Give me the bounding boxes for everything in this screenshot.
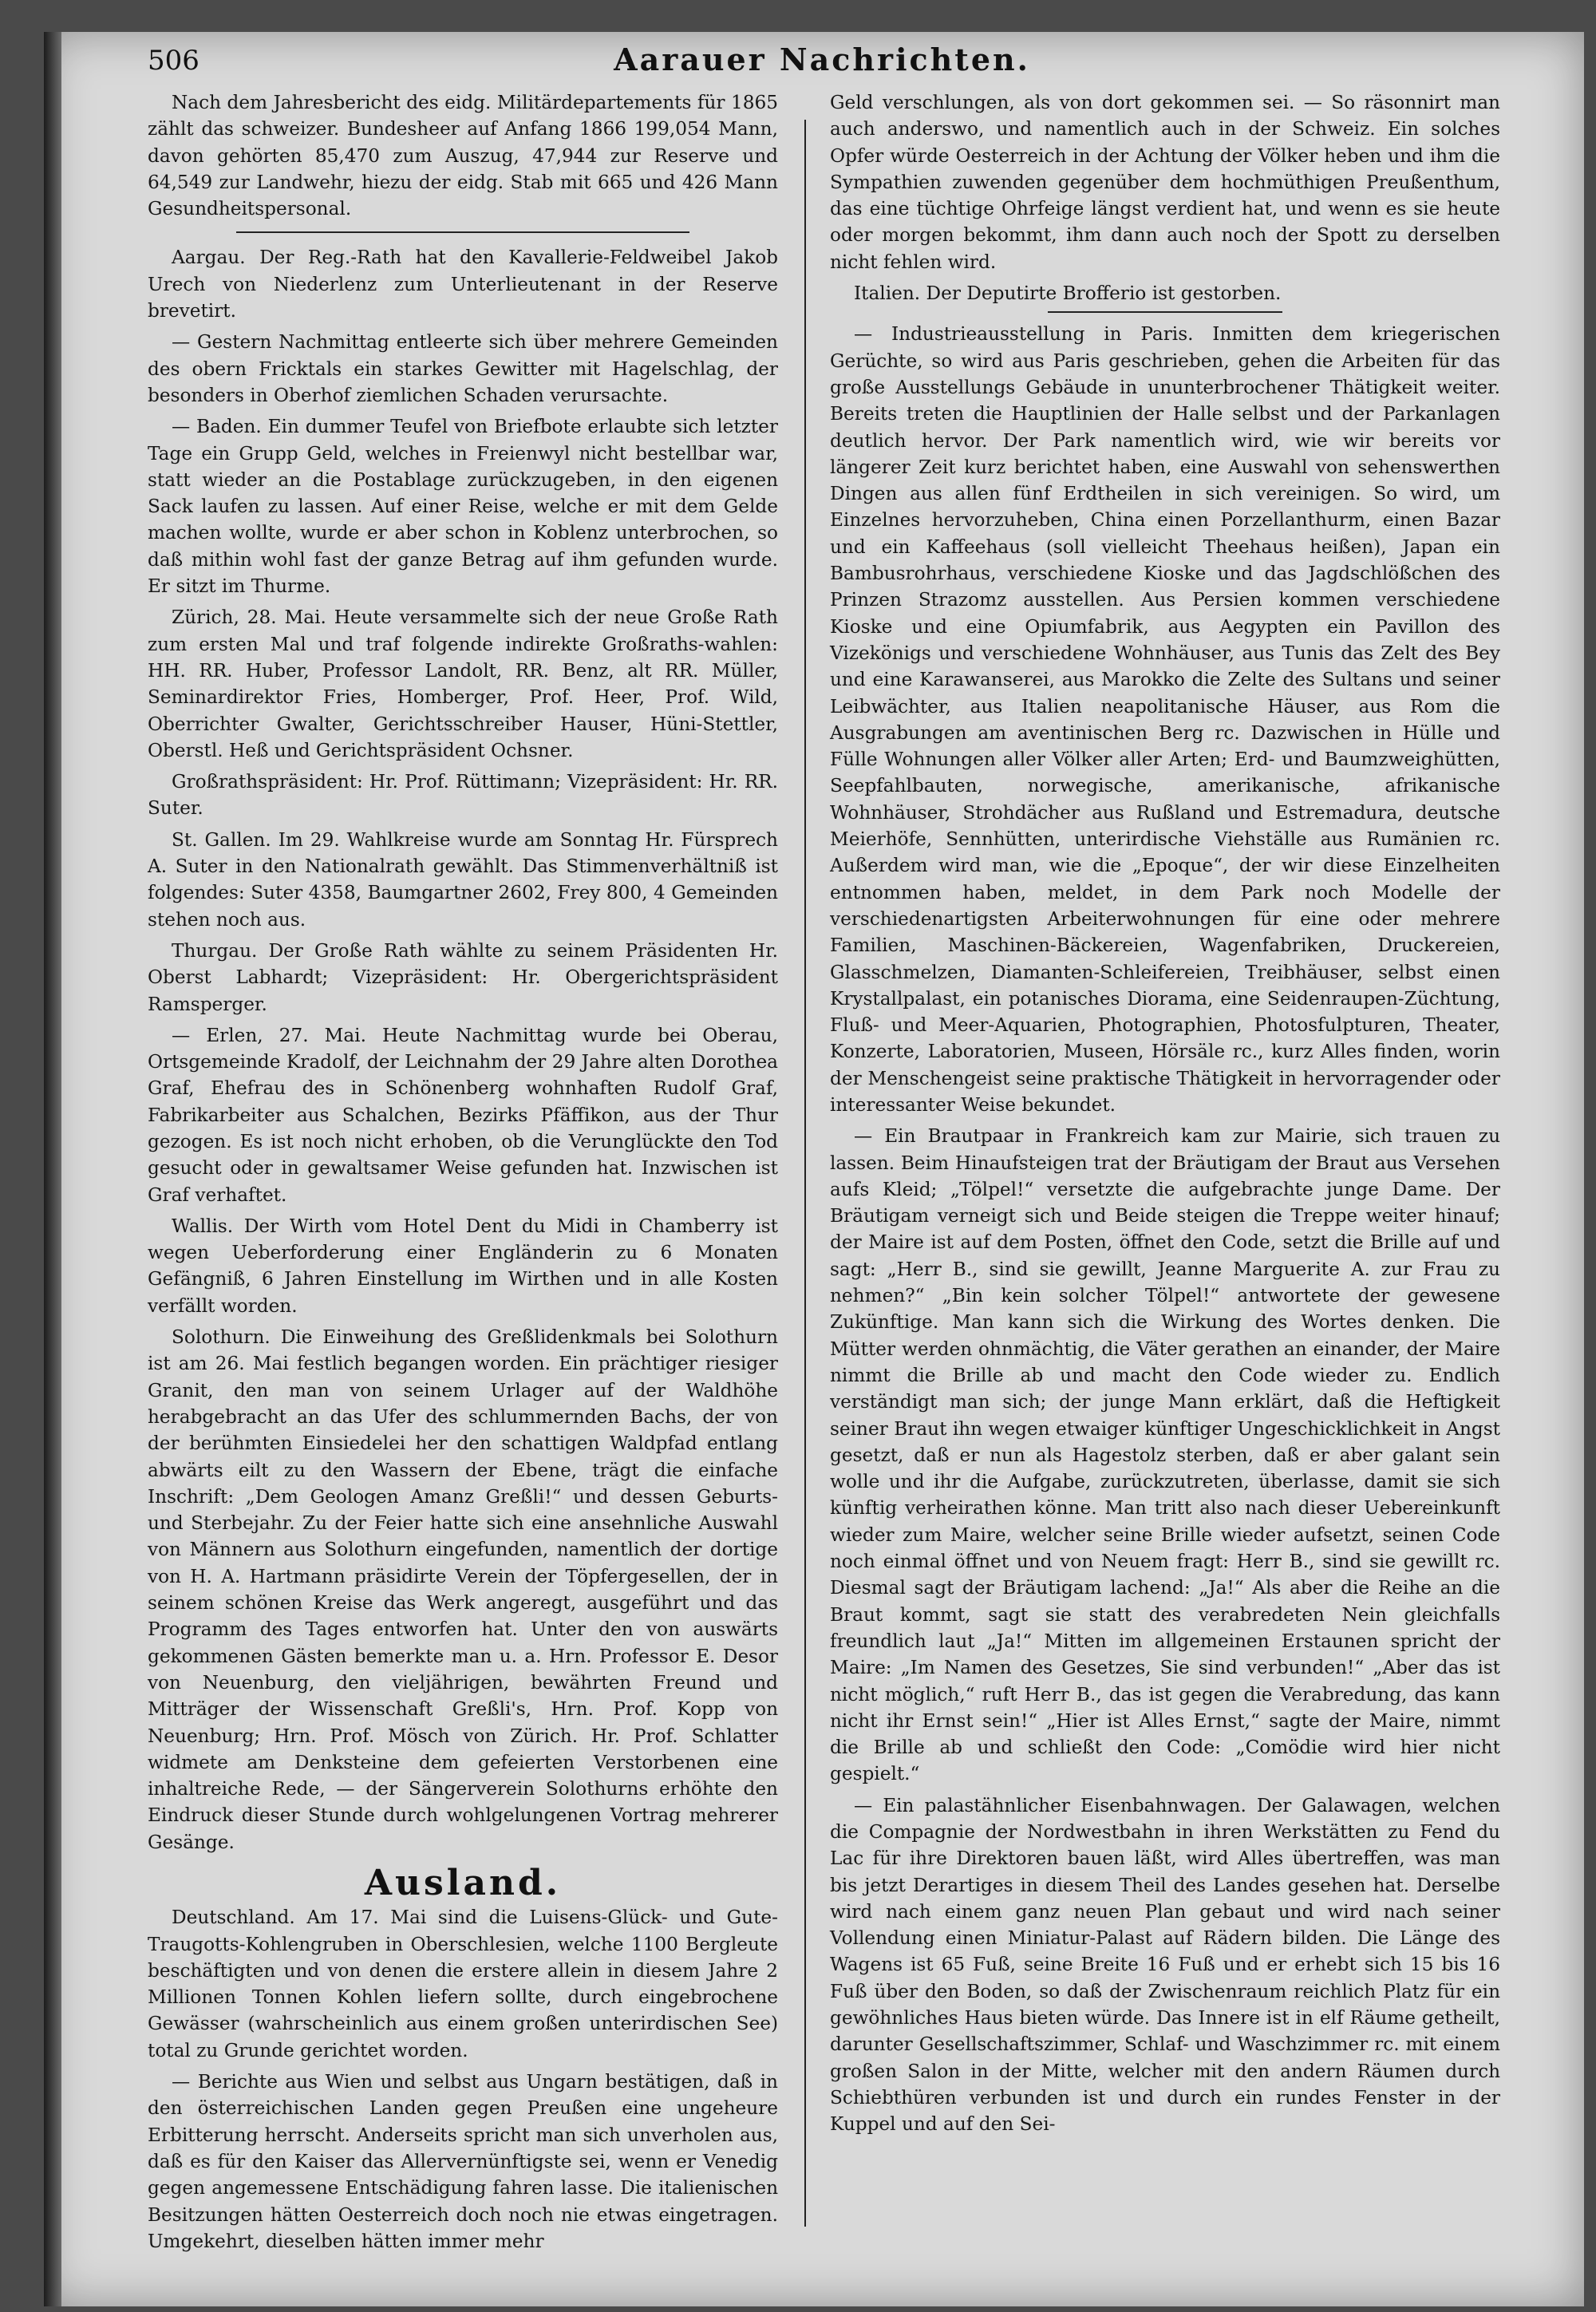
article-wallis: Wallis. Der Wirth vom Hotel Dent du Midi in Chamberry ist wegen Ueberforderung einer Engländerin zu 6 Monaten Gefängniß, 6 Jahren Einstellung im Wirthen und in alle Kosten verfällt worden. <box>148 1215 778 1317</box>
masthead-title: Aarauer Nachrichten. <box>614 41 1030 77</box>
article-industrieausstellung-paris: — Industrieausstellung in Paris. Inmitten dem kriegerischen Gerüchte, so wird aus Paris geschrieben, gehen die Arbeiten für das große Ausstellungs Gebäude in ununterbrochener Thätigkeit weiter. Bereits treten die Hauptlinien der Halle selbst und der Parkanlagen deutlich hervor. Der Park namentlich wird, wie wir bereits vor längerer Zeit kurz berichtet haben, eine Auswahl von sehenswerthen Dingen aus allen fünf Erdtheilen in sich vereinigen. So wird, um Einzelnes hervorzuheben, China einen Porzellanthurm, einen Bazar und ein Kaffeehaus (soll vielleicht Theehaus heißen), Japan ein Bambusrohrhaus, verschiedene Kioske und das Jagdschlößchen des Prinzen Strazomz ausstellen. Aus Persien kommen verschiedene Kioske und eine Opiumfabrik, aus Aegypten ein Pavillon des Vizekönigs und verschiedene Wohnhäuser, aus Tunis das Zelt des Bey und eine Karawanserei, aus Marokko die Zelte des Sultans und seiner Leibwächter, aus Italien neapolitanische Häuser, aus Rom die Ausgrabungen am aventinischen Berg rc. Dazwischen in Hülle und Fülle Wohnungen aller Völker aller Arten; Erd- und Baumzweighütten, Seepfahlbauten, norwegische, amerikanische, afrikanische Wohnhäuser, Strohdächer aus Rußland und Estremadura, deutsche Meierhöfe, Sennhütten, unterirdische Viehställe aus Rumänien rc. Außerdem wird man, wie die „Epoque“, der wir diese Einzelheiten entnommen haben, meldet, in dem Park noch Modelle der verschiedenartigsten Arbeiterwohnungen für eine oder mehrere Familien, Maschinen-Bäckereien, Wagenfabriken, Druckereien, Glasschmelzen, Diamanten-Schleifereien, Treibhäuser, selbst einen Krystallpalast, ein potanisches Diorama, eine Seidenraupen-Züchtung, Fluß- und Meer-Aquarien, Photographien, Photosfulpturen, Theater, Konzerte, Laboratorien, Museen, Hörsäle rc., kurz Alles finden, worin der Menschengeist seine praktische Thätigkeit in hervorragender oder interessanter Weise bekundet. <box>830 323 1500 1116</box>
article-deutschland: Deutschland. Am 17. Mai sind die Luisens-Glück- und Gute-Traugotts-Kohlengruben in Oberschlesien, welche 1100 Bergleute beschäftigten und von denen die erstere allein in diesem Jahre 2 Millionen Tonnen Kohlen liefern sollte, durch eingebrochene Gewässer (wahrscheinlich aus einem großen unterirdischen See) total zu Grunde gerichtet worden. <box>148 1907 778 2061</box>
article-zuerich-presidents: Großrathspräsident: Hr. Prof. Rüttimann; Vizepräsident: Hr. RR. Suter. <box>148 771 778 820</box>
article-baden: — Baden. Ein dummer Teufel von Briefbote erlaubte sich letzter Tage ein Grupp Geld, welches in Freienwyl nicht bestellbar war, statt wieder an die Postablage zurückzugeben, in den eigenen Sack laufen zu lassen. Auf einer Reise, welche er mit dem Gelde machen wollte, wurde er aber schon in Koblenz unterbrochen, so daß mithin wohl fast der ganze Betrag auf ihm gefunden wurde. Er sitzt im Thurme. <box>148 416 778 598</box>
article-italien: Italien. Der Deputirte Brofferio ist gestorben. <box>854 283 1282 305</box>
article-brautpaar: — Ein Brautpaar in Frankreich kam zur Mairie, sich trauen zu lassen. Beim Hinaufsteigen trat der Bräutigam der Braut aus Versehen aufs Kleid; „Tölpel!“ versetzte die aufgebrachte junge Dame. Der Bräutigam verneigt sich und Beide steigen die Treppe weiter hinauf; der Maire ist auf dem Posten, öffnet den Code, setzt die Brille auf und sagt: „Herr B., sind sie gewillt, Jeanne Marguerite A. zur Frau zu nehmen?“ „Bin kein solcher Tölpel!“ antwortete der gewesene Zukünftige. Man kann sich die Wirkung des Wortes denken. Die Mütter werden ohnmächtig, die Väter gerathen an einander, der Maire nimmt die Brille ab und macht den Code wieder zu. Endlich verständigt man sich; der junge Mann erklärt, daß die Heftigkeit seiner Braut ihn wegen etwaiger künftiger Ungeschicklichkeit in Angst gesetzt, daß er nun als Hagestolz sterben, daß er aber galant sein wolle und ihr die Aufgabe, zurückzutreten, überlasse, damit sie sich künftig verheirathen könne. Man tritt also nach dieser Uebereinkunft wieder zum Maire, welcher seine Brille wieder aufsetzt, seinen Code noch einmal öffnet und von Neuem fragt: Herr B., sind sie gewillt rc. Diesmal sagt der Bräutigam lachend: „Ja!“ Als aber die Reihe an die Braut kommt, sagt sie statt des verabredeten Nein gleichfalls freundlich laut „Ja!“ Mitten im allgemeinen Erstaunen spricht der Maire: „Im Namen des Gesetzes, Sie sind verbunden!“ „Aber das ist nicht möglich,“ ruft Herr B., das ist gegen die Verabredung, das kann nicht ihr Ernst sein!“ „Hier ist Alles Ernst,“ sagte der Maire, nimmt die Brille ab und schließt den Code: „Comödie wird hier nicht gespielt.“ <box>830 1125 1500 1785</box>
article-zuerich: Zürich, 28. Mai. Heute versammelte sich der neue Große Rath zum ersten Mal und traf folgende indirekte Großraths-wahlen: HH. RR. Huber, Professor Landolt, RR. Benz, alt RR. Müller, Seminardirektor Fries, Homberger, Prof. Heer, Prof. Wild, Oberrichter Gwalter, Gerichtsschreiber Hauser, Hüni-Stettler, Oberstl. Heß und Gerichtspräsident Ochsner. <box>148 607 778 761</box>
separator-rule <box>1048 311 1282 313</box>
article-aargau: Aargau. Der Reg.-Rath hat den Kavallerie-Feldweibel Jakob Urech von Niederlenz zum Unterlieutenant in der Reserve brevetirt. <box>148 247 778 322</box>
page-number: 506 <box>148 45 200 77</box>
article-fricktal-storm: — Gestern Nachmittag entleerte sich über mehrere Gemeinden des obern Fricktals ein starkes Gewitter mit Hagelschlag, der besonders in Oberhof ziemlichen Schaden verursachte. <box>148 331 778 406</box>
right-column <box>830 89 1500 2143</box>
article-eisenbahnwagen: — Ein palastähnlicher Eisenbahnwagen. Der Galawagen, welchen die Compagnie der Nordwestbahn in ihren Werkstätten zu Fend du Lac für ihre Direktoren bauen läßt, wird Alles übertreffen, was man bis jetzt Derartiges in diesem Theil des Landes gesehen hat. Derselbe wird nach einem ganz neuen Plan gebaut und wird nach seiner Vollendung einen Miniatur-Palast auf Rädern bilden. Die Länge des Wagens ist 65 Fuß, seine Breite 16 Fuß und er erhebt sich 15 bis 16 Fuß über den Boden, so daß der Zwischenraum reichlich Platz für ein gewöhnliches Haus bieten würde. Das Innere ist in elf Räume getheilt, darunter Gesellschaftszimmer, Schlaf- und Waschzimmer rc. mit einem großen Salon in der Mitte, welcher mit den andern Räumen durch Schiebthüren verbunden ist und durch ein rundes Fenster in der Kuppel und auf den Sei- <box>830 1794 1500 2136</box>
article-thurgau: Thurgau. Der Große Rath wählte zu seinem Präsidenten Hr. Oberst Labhardt; Vizepräsident: Hr. Obergerichtspräsident Ramsperger. <box>148 939 778 1015</box>
section-title-ausland: Ausland. <box>364 1863 562 1903</box>
book-spine-shadow <box>44 32 61 2306</box>
article-solothurn: Solothurn. Die Einweihung des Greßlidenkmals bei Solothurn ist am 26. Mai festlich begangen worden. Ein prächtiger riesiger Granit, den man von seinem Urlager auf der Waldhöhe herabgebracht an das Ufer des schlummernden Bachs, der von der berühmten Einsiedelei her den schattigen Waldpfad entlang abwärts eilt zu den Wassern der Ebene, trägt die einfache Inschrift: „Dem Geologen Amanz Greßli!“ und dessen Geburts- und Sterbejahr. Zu der Feier hatte sich eine ansehnliche Auswahl von Männern aus Solothurn eingefunden, namentlich der dortige von H. A. Hartmann präsidirte Verein der Töpfergesellen, der in seinem schönen Kreise das Werk angeregt, ausgeführt und das Programm des Tages entworfen hat. Unter den von auswärts gekommenen Gästen bemerkte man u. a. Hrn. Professor E. Desor von Neuenburg, den vieljährigen, bewährten Freund und Mitträger der Wissenschaft Greßli's, Hrn. Prof. Kopp von Neuenburg; Hrn. Prof. Mösch von Zürich. Hr. Prof. Schlatter widmete am Denksteine dem gefeierten Verstorbenen eine inhaltreiche Rede, — der Sängerverein Solothurns erhöhte den Eindruck dieser Stunde durch wohlgelungenen Vortrag mehrerer Gesänge. <box>148 1326 778 1853</box>
article-st-gallen: St. Gallen. Im 29. Wahlkreise wurde am Sonntag Hr. Fürsprech A. Suter in den Nationalrath gewählt. Das Stimmenverhältniß ist folgendes: Suter 4358, Baumgartner 2602, Frey 800, 4 Gemeinden stehen noch aus. <box>148 828 778 931</box>
article-military-report: Nach dem Jahresbericht des eidg. Militärdepartements für 1865 zählt das schweizer. Bundesheer auf Anfang 1866 199,054 Mann, davon gehörten 85,470 zum Auszug, 47,944 zur Reserve und 64,549 zur Landwehr, hiezu der eidg. Stab mit 665 und 426 Mann Gesundheitspersonal. <box>148 92 778 220</box>
left-column <box>148 89 778 2259</box>
page-header <box>148 41 1496 89</box>
article-wien-reports: — Berichte aus Wien und selbst aus Ungarn bestätigen, daß in den österreichischen Landen gegen Preußen eine ungeheure Erbitterung herrscht. Anderseits spricht man sich unverholen aus, daß es für den Kaiser das Allervernünftigste sei, wenn er Venedig gegen angemessene Entschädigung fahren lasse. Die italienischen Besitzungen hätten Oesterreich doch noch nie etwas eingetragen. Umgekehrt, dieselben hätten immer mehr <box>148 2071 778 2252</box>
column-divider <box>804 120 806 2227</box>
article-oesterreich-continued: Geld verschlungen, als von dort gekommen sei. — So räsonnirt man auch anderswo, und namentlich auch in der Schweiz. Ein solches Opfer würde Oesterreich in der Achtung der Völker heben und ihm die Sympathien zuwenden gegenüber dem hochmüthigen Preußenthum, das eine tüchtige Ohrfeige längst verdient hat, und wenn es sie heute oder morgen bekommt, ihm dann auch noch der Spott zu derselben nicht fehlen wird. <box>830 92 1500 273</box>
article-erlen: — Erlen, 27. Mai. Heute Nachmittag wurde bei Oberau, Ortsgemeinde Kradolf, der Leichnahm der 29 Jahre alten Dorothea Graf, Ehefrau des in Schönenberg wohnhaften Rudolf Graf, Fabrikarbeiter aus Schalchen, Bezirks Pfäffikon, aus der Thur gezogen. Es ist noch nicht erhoben, ob die Verunglückte den Tod gesucht oder in gewaltsamer Weise gefunden hat. Inzwischen ist Graf verhaftet. <box>148 1024 778 1206</box>
separator-rule <box>236 231 690 233</box>
